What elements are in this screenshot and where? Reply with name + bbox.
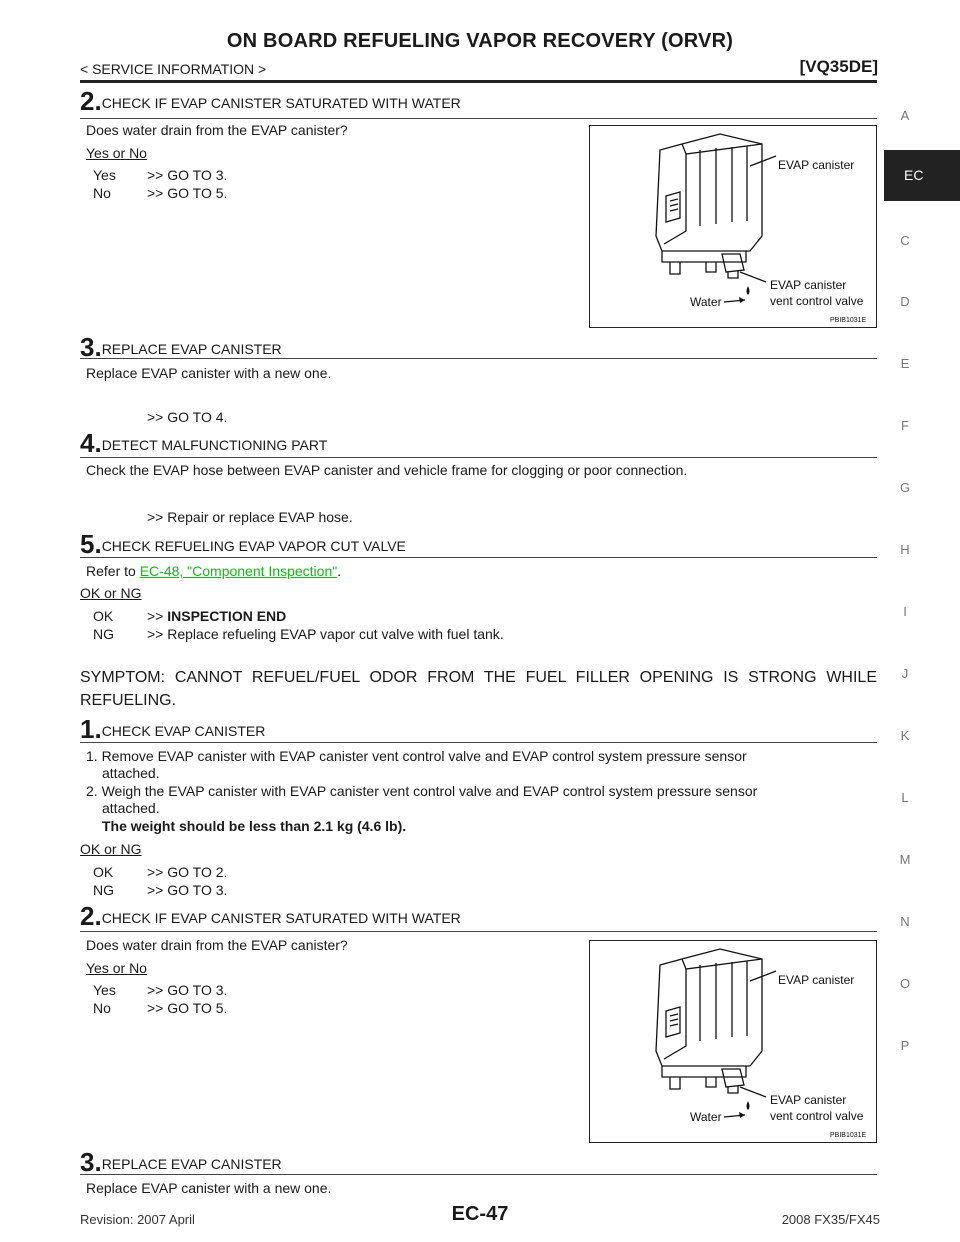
step-number: 3. xyxy=(80,1147,102,1177)
step-number: 4. xyxy=(80,428,102,458)
answer-key: OK xyxy=(93,864,114,880)
step-title: DETECT MALFUNCTIONING PART xyxy=(101,437,328,453)
section-index-e[interactable]: E xyxy=(900,356,910,371)
section-index-i[interactable]: I xyxy=(903,604,907,619)
choice-label: OK or NG xyxy=(80,841,142,857)
answer-action: >> GO TO 3. xyxy=(147,982,228,998)
step-goto: >> GO TO 4. xyxy=(147,409,228,425)
step-title: CHECK EVAP CANISTER xyxy=(101,723,266,739)
engine-code: [VQ35DE] xyxy=(799,57,878,76)
evap-canister-diagram xyxy=(590,126,876,327)
figure-label-valve-line2: vent control valve xyxy=(770,294,864,308)
answer-row xyxy=(93,185,227,201)
section-index-j[interactable]: J xyxy=(901,666,909,681)
step-question: Does water drain from the EVAP canister? xyxy=(86,122,348,138)
step-title: CHECK IF EVAP CANISTER SATURATED WITH WATER xyxy=(101,95,461,111)
list-item: attached. xyxy=(102,800,160,816)
section-index-h[interactable]: H xyxy=(900,542,910,557)
answer-row xyxy=(93,1000,227,1016)
section-index-ec-active[interactable]: EC xyxy=(884,150,960,201)
refer-prefix: Refer to xyxy=(86,563,140,579)
answer-action: >> GO TO 5. xyxy=(147,1000,228,1016)
answer-key: NG xyxy=(93,882,114,898)
section-index-m[interactable]: M xyxy=(899,852,911,867)
figure-label-valve-line2: vent control valve xyxy=(770,1109,864,1123)
page-number: EC-47 xyxy=(451,1203,509,1225)
step-number: 2. xyxy=(80,901,102,931)
list-item: attached. xyxy=(102,765,160,781)
figure-label-water: Water xyxy=(690,295,722,309)
step-2-heading xyxy=(80,86,461,117)
evap-canister-figure xyxy=(589,940,877,1143)
choice-label: Yes or No xyxy=(86,960,147,976)
answer-action: >> Replace refueling EVAP vapor cut valve with fuel tank. xyxy=(147,626,504,642)
step-1-heading xyxy=(80,714,265,745)
figure-code: PBIB1031E xyxy=(830,1132,867,1139)
choice-label: Yes or No xyxy=(86,145,147,161)
answer-action: INSPECTION END xyxy=(167,608,287,624)
step-question: Does water drain from the EVAP canister? xyxy=(86,937,348,953)
answer-action: >> GO TO 5. xyxy=(147,185,228,201)
step-5-heading xyxy=(80,529,406,560)
step-divider xyxy=(80,557,877,558)
evap-canister-figure xyxy=(589,125,877,328)
answer-action: >> GO TO 3. xyxy=(147,882,228,898)
evap-canister-diagram xyxy=(590,941,876,1142)
refer-suffix: . xyxy=(337,563,342,579)
answer-row xyxy=(93,982,227,998)
figure-label-valve-line1: EVAP canister xyxy=(770,278,847,292)
answer-key: No xyxy=(93,185,111,201)
water-drop-icon xyxy=(747,1101,750,1110)
answer-key: Yes xyxy=(93,167,116,183)
answer-action: >> GO TO 2. xyxy=(147,864,228,880)
section-index-p[interactable]: P xyxy=(900,1038,910,1053)
list-item: 1. Remove EVAP canister with EVAP canister vent control valve and EVAP control system pressure sensor xyxy=(86,748,747,764)
step-title: CHECK REFUELING EVAP VAPOR CUT VALVE xyxy=(101,538,406,554)
section-index-g[interactable]: G xyxy=(899,480,911,495)
footer-revision: Revision: 2007 April xyxy=(80,1212,195,1227)
step-divider xyxy=(80,457,877,458)
step-refer xyxy=(86,563,341,579)
step-title: REPLACE EVAP CANISTER xyxy=(101,1156,282,1172)
step-divider xyxy=(80,118,877,119)
answer-row xyxy=(93,167,227,183)
weight-spec: The weight should be less than 2.1 kg (4.6 lb). xyxy=(102,818,407,834)
step-2-heading xyxy=(80,901,461,932)
figure-label-water: Water xyxy=(690,1110,722,1124)
water-drop-icon xyxy=(747,286,750,295)
step-body: Replace EVAP canister with a new one. xyxy=(86,365,332,381)
section-index-n[interactable]: N xyxy=(900,914,910,929)
symptom-heading: SYMPTOM: CANNOT REFUEL/FUEL ODOR FROM THE FUEL FILLER OPENING IS STRONG WHILE REFUELING. xyxy=(80,669,877,709)
step-divider xyxy=(80,358,877,359)
step-title: REPLACE EVAP CANISTER xyxy=(101,341,282,357)
step-number: 5. xyxy=(80,529,102,559)
answer-row xyxy=(93,864,227,880)
step-title: CHECK IF EVAP CANISTER SATURATED WITH WATER xyxy=(101,910,461,926)
section-index-k[interactable]: K xyxy=(900,728,910,743)
answer-row xyxy=(93,882,227,898)
answer-row xyxy=(93,608,286,624)
answer-key: OK xyxy=(93,608,114,624)
answer-action: >> GO TO 3. xyxy=(147,167,228,183)
page-title: ON BOARD REFUELING VAPOR RECOVERY (ORVR) xyxy=(226,30,734,52)
list-item: 2. Weigh the EVAP canister with EVAP canister vent control valve and EVAP control system pressure sensor xyxy=(86,783,758,799)
step-goto: >> Repair or replace EVAP hose. xyxy=(147,509,353,525)
answer-key: No xyxy=(93,1000,111,1016)
section-index-o[interactable]: O xyxy=(899,976,911,991)
step-body: Check the EVAP hose between EVAP canister and vehicle frame for clogging or poor connection. xyxy=(86,462,688,478)
answer-arrow: >> xyxy=(147,608,164,624)
breadcrumb: < SERVICE INFORMATION > xyxy=(80,61,267,77)
step-number: 3. xyxy=(80,332,102,362)
section-index-f[interactable]: F xyxy=(901,418,909,433)
step-number: 1. xyxy=(80,714,102,744)
section-index-d[interactable]: D xyxy=(900,294,910,309)
section-index-c[interactable]: C xyxy=(900,233,910,248)
footer-model: 2008 FX35/FX45 xyxy=(781,1212,880,1227)
step-divider xyxy=(80,931,877,932)
answer-key: Yes xyxy=(93,982,116,998)
figure-label-canister: EVAP canister xyxy=(778,973,855,987)
step-number: 2. xyxy=(80,86,102,116)
step-4-heading xyxy=(80,428,327,459)
header-divider xyxy=(80,80,877,83)
choice-label: OK or NG xyxy=(80,585,142,601)
figure-label-valve-line1: EVAP canister xyxy=(770,1093,847,1107)
step-divider xyxy=(80,1174,877,1175)
figure-code: PBIB1031E xyxy=(830,317,867,324)
section-index-a[interactable]: A xyxy=(900,108,910,123)
step-body: Replace EVAP canister with a new one. xyxy=(86,1180,332,1196)
component-inspection-link[interactable]: EC-48, "Component Inspection" xyxy=(139,563,338,579)
answer-key: NG xyxy=(93,626,114,642)
answer-row xyxy=(93,626,504,642)
section-index-l[interactable]: L xyxy=(901,790,909,805)
figure-label-canister: EVAP canister xyxy=(778,158,855,172)
step-divider xyxy=(80,742,877,743)
